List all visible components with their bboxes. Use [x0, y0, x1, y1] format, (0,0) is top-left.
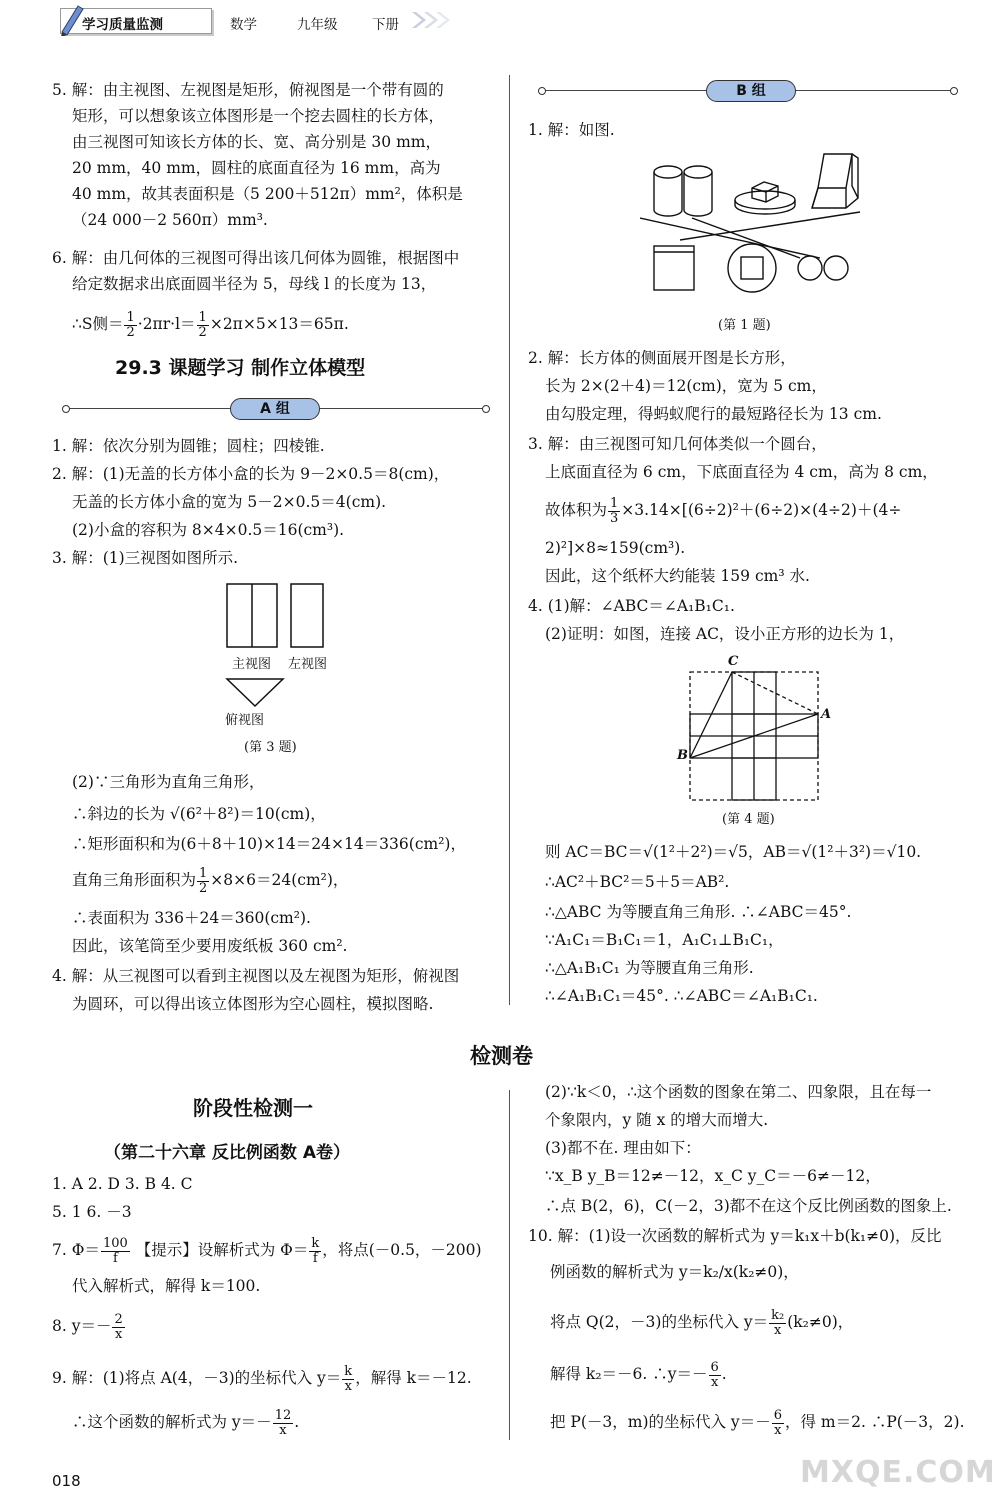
- q10-line-4: 解得 k₂＝－6. ∴y＝－ $\frac{6}{x}$ .: [550, 1359, 727, 1390]
- a3-line-1: 3. 解：(1)三视图如图所示.: [52, 549, 239, 567]
- header-volume: 下册: [372, 17, 399, 33]
- b3-line-4: 2)²]×8≈159(cm³).: [545, 539, 686, 557]
- figure-4: [680, 658, 830, 808]
- q6-line-2: 给定数据求出底面圆半径为 5，母线 l 的长度为 13，: [72, 275, 437, 293]
- group-a-banner: [62, 398, 490, 420]
- a2-line-2: 无盖的长方体小盒的宽为 5－2×0.5＝4(cm).: [72, 493, 387, 511]
- q5-line-3: 由三视图可知该长方体的长、宽、高分别是 30 mm，: [72, 133, 441, 151]
- fig4-label-a: A: [821, 707, 832, 722]
- q5-line-1: 5. 解：由主视图、左视图是矩形，俯视图是一个带有圆的: [52, 81, 444, 99]
- figure-1: [640, 148, 870, 293]
- b2-line-2: 长为 2×(2＋4)＝12(cm)，宽为 5 cm，: [545, 377, 827, 395]
- ans-1-4: 1. A 2. D 3. B 4. C: [52, 1175, 193, 1193]
- q9-line-2: ∴这个函数的解析式为 y＝－ $\frac{12}{x}$ .: [72, 1407, 300, 1438]
- fig3-top-label: 俯视图: [225, 713, 265, 728]
- column-divider: [509, 75, 510, 1005]
- a2-line-3: (2)小盒的容积为 8×4×0.5＝16(cm³).: [72, 521, 345, 539]
- fig4-label-c: C: [728, 654, 739, 669]
- a4-line-1: 4. 解：从三视图可以看到主视图以及左视图为矩形，俯视图: [52, 967, 460, 985]
- group-a-label: A 组: [230, 398, 320, 420]
- page-number: 018: [52, 1472, 81, 1490]
- a3-line-7: 因此，该笔筒至少要用废纸板 360 cm².: [72, 937, 348, 955]
- a2-line-1: 2. 解：(1)无盖的长方体小盒的长为 9－2×0.5＝8(cm)，: [52, 465, 450, 483]
- q5-line-6: （24 000－2 560π）mm³.: [72, 211, 268, 229]
- column-divider-bottom: [509, 1090, 510, 1440]
- q6-formula: ∴S侧＝ $\frac{1}{2}$ ·2πr·l＝ $\frac{1}{2}$ ×2π×5×13＝65π.: [72, 309, 349, 340]
- watermark: MXQE.COM: [800, 1455, 996, 1490]
- a3-line-3: ∴斜边的长为 √(6²＋8²)＝10(cm)，: [72, 805, 326, 823]
- q7-line-1: 7. Φ＝ $\frac{100}{f}$ 【提示】设解析式为 Φ＝ $\frac{k}{f}$ ，将点(－0.5，－200): [52, 1235, 482, 1266]
- a4-line-2: 为圆环，可以得出该立体图形为空心圆柱，模拟图略.: [72, 995, 434, 1013]
- ans-5-6: 5. 1 6. －3: [52, 1203, 132, 1221]
- q8-line: 8. y＝－ $\frac{2}{x}$: [52, 1311, 123, 1342]
- stage-title: 阶段性检测一: [193, 1096, 313, 1120]
- test-heading: 检测卷: [470, 1044, 533, 1068]
- q10-line-5: 把 P(－3，m)的坐标代入 y＝－ $\frac{6}{x}$ ，得 m＝2. ∴P(－3，2).: [550, 1407, 965, 1438]
- fig4-label-b: B: [677, 748, 688, 763]
- section-title: 29.3 课题学习 制作立体模型: [115, 357, 366, 379]
- header-subject: 数学: [230, 17, 257, 33]
- q6-line-1: 6. 解：由几何体的三视图可得出该几何体为圆锥，根据图中: [52, 249, 460, 267]
- b4-line-7: ∴△A₁B₁C₁ 为等腰直角三角形.: [545, 959, 754, 977]
- group-b-banner: [538, 80, 958, 102]
- q5-line-4: 20 mm，40 mm，圆柱的底面直径为 16 mm，高为: [72, 159, 441, 177]
- stage-subtitle: （第二十六章 反比例函数 A卷）: [104, 1143, 350, 1163]
- b4-line-2: (2)证明：如图，连接 AC，设小正方形的边长为 1，: [545, 625, 905, 643]
- header-grade: 九年级: [297, 17, 338, 33]
- fig1-caption: (第 1 题): [718, 318, 771, 333]
- b4-line-5: ∴△ABC 为等腰直角三角形. ∴∠ABC＝45°.: [545, 903, 852, 921]
- a3-line-6: ∴表面积为 336＋24＝360(cm²).: [72, 909, 311, 927]
- fig3-caption: (第 3 题): [244, 740, 297, 755]
- a3-line-5: 直角三角形面积为 $\frac{1}{2}$ ×8×6＝24(cm²)，: [72, 865, 349, 896]
- q7-line-2: 代入解析式，解得 k＝100.: [72, 1277, 261, 1295]
- q10-line-1: 10. 解：(1)设一次函数的解析式为 y＝k₁x＋b(k₁≠0)，反比: [528, 1227, 942, 1245]
- b3-line-3: 故体积为 $\frac{1}{3}$ ×3.14×[(6÷2)²＋(6÷2)×(4÷2)＋(4÷: [545, 495, 902, 526]
- a1-line: 1. 解：依次分别为圆锥；圆柱；四棱锥.: [52, 437, 325, 455]
- figure-3: [225, 582, 335, 712]
- q9-r-line-5: ∴点 B(2，6)，C(－2，3)都不在这个反比例函数的图象上.: [545, 1197, 952, 1215]
- b4-line-6: ∵A₁C₁＝B₁C₁＝1，A₁C₁⊥B₁C₁，: [545, 931, 784, 949]
- q9-r-line-4: ∵x_B y_B＝12≠－12，x_C y_C＝－6≠－12，: [545, 1167, 881, 1185]
- a3-line-4: ∴矩形面积和为(6＋8＋10)×14＝24×14＝336(cm²)，: [72, 835, 466, 853]
- b3-line-5: 因此，这个纸杯大约能装 159 cm³ 水.: [545, 567, 810, 585]
- q5-line-5: 40 mm，故其表面积是（5 200＋512π）mm²，体积是: [72, 185, 463, 203]
- b1-line: 1. 解：如图.: [528, 121, 615, 139]
- b2-line-1: 2. 解：长方体的侧面展开图是长方形，: [528, 349, 796, 367]
- b4-line-3: 则 AC＝BC＝√(1²＋2²)＝√5，AB＝√(1²＋3²)＝√10.: [545, 843, 922, 861]
- chevrons-icon: [410, 11, 450, 29]
- header-series: 学习质量监测: [82, 17, 163, 33]
- fig3-front-label: 主视图: [232, 657, 272, 672]
- fig4-caption: (第 4 题): [722, 812, 775, 827]
- b3-line-2: 上底面直径为 6 cm，下底面直径为 4 cm，高为 8 cm，: [545, 463, 938, 481]
- q9-r-line-3: (3)都不在. 理由如下：: [545, 1139, 701, 1157]
- a3-line-2: (2)∵三角形为直角三角形，: [72, 773, 265, 791]
- b3-line-1: 3. 解：由三视图可知几何体类似一个圆台，: [528, 435, 827, 453]
- q10-line-2: 例函数的解析式为 y＝k₂/x(k₂≠0)，: [550, 1263, 799, 1281]
- q9-line-1: 9. 解：(1)将点 A(4，－3)的坐标代入 y＝ $\frac{k}{x}$ ，解得 k＝－12.: [52, 1363, 472, 1394]
- fig3-left-label: 左视图: [288, 657, 328, 672]
- q9-r-line-1: (2)∵k＜0，∴这个函数的图象在第二、四象限，且在每一: [545, 1083, 932, 1101]
- q9-r-line-2: 个象限内，y 随 x 的增大而增大.: [545, 1111, 769, 1129]
- q10-line-3: 将点 Q(2，－3)的坐标代入 y＝ $\frac{\text{k₂}}{x}$ (k₂≠0)，: [550, 1307, 854, 1338]
- b4-line-1: 4. (1)解：∠ABC＝∠A₁B₁C₁.: [528, 597, 735, 615]
- b2-line-3: 由勾股定理，得蚂蚁爬行的最短路径长为 13 cm.: [545, 405, 882, 423]
- b4-line-4: ∴AC²＋BC²＝5＋5＝AB².: [545, 873, 730, 891]
- q5-line-2: 矩形，可以想象该立体图形是一个挖去圆柱的长方体，: [72, 107, 445, 125]
- group-b-label: B 组: [706, 80, 796, 102]
- b4-line-8: ∴∠A₁B₁C₁＝45°. ∴∠ABC＝∠A₁B₁C₁.: [545, 987, 818, 1005]
